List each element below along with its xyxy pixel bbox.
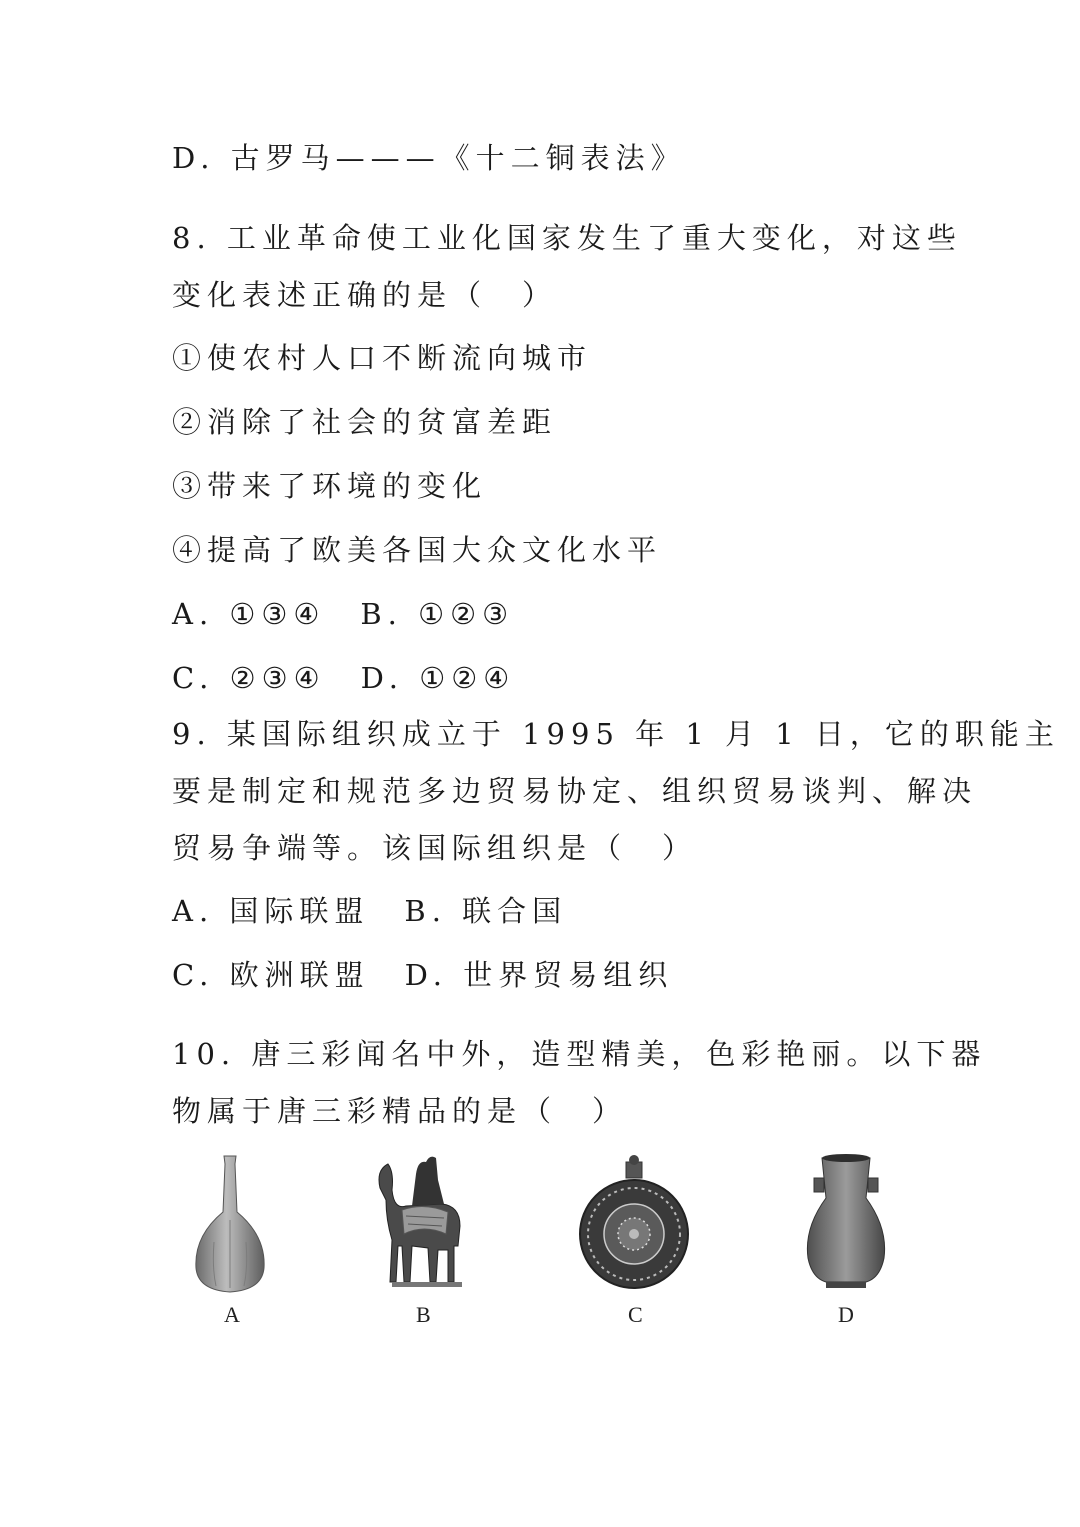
q9-options-line1: A. 国际联盟 B. 联合国 bbox=[172, 894, 568, 928]
enamel-flask-c-image bbox=[578, 1150, 690, 1290]
q9-options-line2: C. 欧洲联盟 D. 世界贸易组织 bbox=[172, 958, 674, 992]
q8-options-line1: A. ①③④ B. ①②③ bbox=[172, 597, 515, 631]
image-label-a: A bbox=[224, 1302, 240, 1327]
q9-stem-line1: 9. 某国际组织成立于 1995 年 1 月 1 日，它的职能主 bbox=[172, 717, 1060, 751]
q8-stem-line1: 8. 工业革命使工业化国家发生了重大变化，对这些 bbox=[172, 221, 962, 255]
q10-stem-line2: 物属于唐三彩精品的是（ ） bbox=[172, 1094, 628, 1128]
image-label-c: C bbox=[628, 1302, 643, 1327]
q8-item-2: ②消除了社会的贫富差距 bbox=[172, 405, 558, 439]
q8-options-line2: C. ②③④ D. ①②④ bbox=[172, 661, 516, 695]
q7-option-d: D. 古罗马———《十二铜表法》 bbox=[172, 141, 686, 175]
q8-stem-line2: 变化表述正确的是（ ） bbox=[172, 278, 558, 312]
q10-stem-line1: 10. 唐三彩闻名中外，造型精美，色彩艳丽。以下器 bbox=[172, 1037, 987, 1071]
q8-item-3: ③带来了环境的变化 bbox=[172, 469, 488, 503]
camel-figure-b-image bbox=[372, 1150, 472, 1290]
q8-item-4: ④提高了欧美各国大众文化水平 bbox=[172, 533, 663, 567]
q9-stem-line2: 要是制定和规范多边贸易协定、组织贸易谈判、解决 bbox=[172, 774, 978, 808]
q9-stem-line3: 贸易争端等。该国际组织是（ ） bbox=[172, 831, 698, 865]
vase-d-image bbox=[800, 1150, 892, 1292]
image-label-d: D bbox=[838, 1302, 854, 1327]
image-label-b: B bbox=[416, 1302, 431, 1327]
vase-a-image bbox=[190, 1150, 270, 1300]
q8-item-1: ①使农村人口不断流向城市 bbox=[172, 341, 593, 375]
